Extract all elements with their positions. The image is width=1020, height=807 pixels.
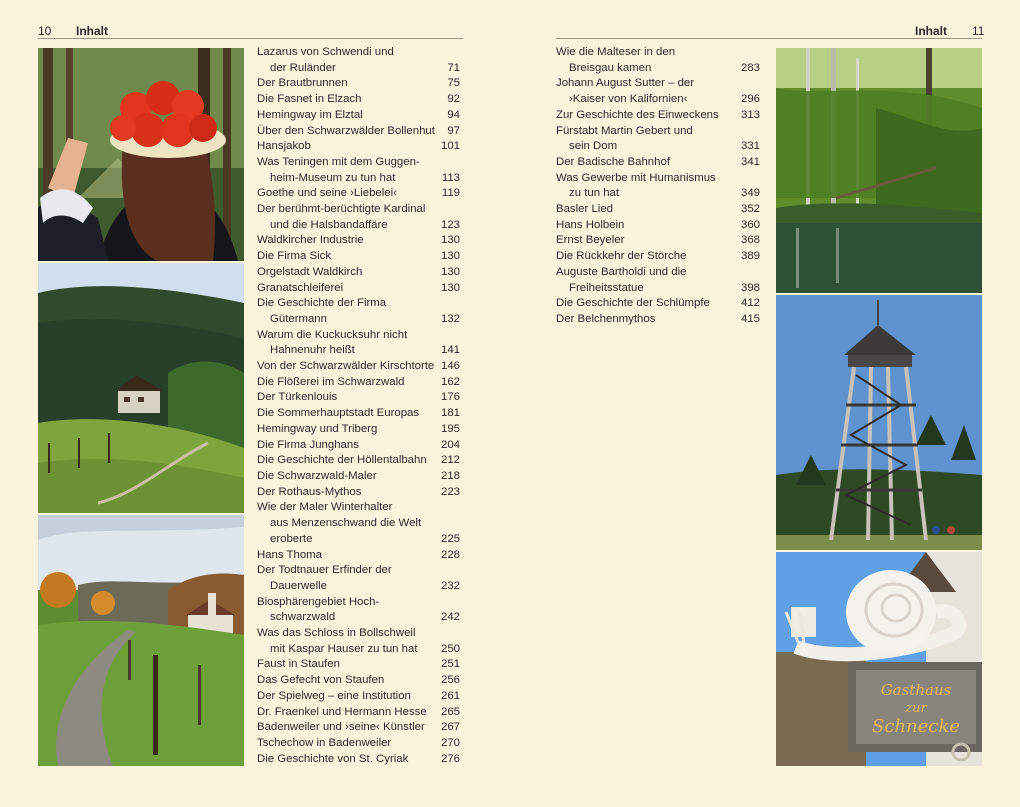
toc-entry-page: 232 bbox=[440, 579, 460, 592]
toc-entry-page: 389 bbox=[740, 250, 760, 263]
toc-entry-page: 398 bbox=[740, 281, 760, 294]
toc-entry-title: aus Menzenschwand die Welt bbox=[270, 517, 422, 530]
toc-entry bbox=[257, 249, 460, 265]
toc-entry-title: Über den Schwarzwälder Bollenhut bbox=[257, 124, 435, 137]
toc-entry bbox=[257, 406, 460, 422]
toc-entry-page: 341 bbox=[740, 155, 760, 168]
toc-entry bbox=[257, 359, 460, 375]
toc-entry-title: Der Spielweg – eine Institution bbox=[257, 689, 411, 702]
toc-entry bbox=[257, 532, 460, 548]
toc-entry bbox=[257, 579, 460, 595]
toc-entry bbox=[257, 76, 460, 92]
toc-entry-page: 181 bbox=[440, 407, 460, 420]
toc-entry-page bbox=[456, 296, 460, 312]
toc-entry bbox=[257, 752, 460, 768]
toc-entry-page: 296 bbox=[740, 93, 760, 106]
toc-entry-title: Die Flößerei im Schwarzwald bbox=[257, 375, 405, 388]
toc-entry bbox=[257, 485, 460, 501]
toc-entry bbox=[257, 610, 460, 626]
toc-entry-page bbox=[756, 45, 760, 61]
toc-entry-page: 256 bbox=[440, 674, 460, 687]
toc-entry-page: 368 bbox=[740, 234, 760, 247]
snail-sign-line3: Schnecke bbox=[872, 716, 960, 737]
toc-entry-title: eroberte bbox=[270, 532, 313, 545]
left-running-title: Inhalt bbox=[76, 24, 108, 38]
photo-black-forest-farmhouse bbox=[38, 263, 244, 513]
toc-entry-title: Hans Holbein bbox=[556, 218, 625, 231]
toc-entry-page: 212 bbox=[440, 454, 460, 467]
toc-entry-page: 113 bbox=[441, 171, 460, 184]
left-header-rule bbox=[38, 38, 463, 39]
toc-entry-title: Johann August Sutter – der bbox=[556, 77, 695, 90]
toc-entry-page: 218 bbox=[440, 469, 460, 482]
toc-entry-title: Die Firma Junghans bbox=[257, 438, 359, 451]
toc-entry-title: Wie der Maler Winterhalter bbox=[257, 501, 393, 514]
toc-entry bbox=[257, 657, 460, 673]
toc-entry-page: 132 bbox=[440, 312, 460, 325]
toc-entry-page: 141 bbox=[440, 344, 460, 357]
toc-entry bbox=[257, 343, 460, 359]
toc-entry-title: Der Badische Bahnhof bbox=[556, 155, 670, 168]
toc-entry-page bbox=[756, 76, 760, 92]
toc-entry bbox=[257, 281, 460, 297]
toc-entry-page: 130 bbox=[440, 265, 460, 278]
toc-entry-title: Faust in Staufen bbox=[257, 658, 340, 671]
toc-entry-page: 162 bbox=[440, 375, 460, 388]
toc-entry-page bbox=[456, 500, 460, 516]
toc-entry bbox=[556, 155, 760, 171]
toc-entry-title: heim-Museum zu tun hat bbox=[270, 171, 396, 184]
toc-entry-page: 92 bbox=[447, 93, 460, 106]
toc-entry bbox=[257, 422, 460, 438]
toc-entry-title: und die Halsbandaffäre bbox=[270, 218, 388, 231]
toc-entry bbox=[556, 139, 760, 155]
right-running-title: Inhalt bbox=[915, 24, 947, 38]
toc-entry bbox=[257, 736, 460, 752]
toc-entry-title: Goethe und seine ›Liebelei‹ bbox=[257, 187, 397, 200]
toc-entry-title: Dauerwelle bbox=[270, 579, 327, 592]
toc-entry-title: Orgelstadt Waldkirch bbox=[257, 265, 363, 278]
snail-sign-line2: zur bbox=[905, 701, 927, 716]
toc-entry-page: 130 bbox=[440, 281, 460, 294]
toc-entry bbox=[257, 689, 460, 705]
toc-entry-title: Die Geschichte der Höllentalbahn bbox=[257, 454, 427, 467]
toc-entry-title: Die Fasnet in Elzach bbox=[257, 93, 362, 106]
toc-entry-title: der Ruländer bbox=[270, 61, 336, 74]
toc-entry-title: Granatschleiferei bbox=[257, 281, 344, 294]
toc-entry-page: 251 bbox=[440, 658, 460, 671]
toc-entry bbox=[556, 265, 760, 281]
toc-entry-page: 412 bbox=[740, 297, 760, 310]
toc-entry-page: 415 bbox=[740, 312, 760, 325]
toc-entry-title: Breisgau kamen bbox=[569, 61, 652, 74]
toc-entry-title: Dr. Fraenkel und Hermann Hesse bbox=[257, 705, 427, 718]
toc-entry-page: 123 bbox=[440, 218, 460, 231]
toc-entry-page bbox=[756, 171, 760, 187]
toc-entry-title: Auguste Bartholdi und die bbox=[556, 265, 687, 278]
toc-entry-title: Von der Schwarzwälder Kirschtorte bbox=[257, 360, 435, 373]
toc-entry-title: Fürstabt Martin Gebert und bbox=[556, 124, 693, 137]
toc-entry-title: Waldkircher Industrie bbox=[257, 234, 364, 247]
toc-entry-page: 283 bbox=[740, 61, 760, 74]
toc-entry bbox=[257, 390, 460, 406]
toc-entry-title: Die Sommerhauptstadt Europas bbox=[257, 407, 420, 420]
toc-entry bbox=[257, 720, 460, 736]
toc-entry bbox=[257, 139, 460, 155]
toc-entry bbox=[257, 45, 460, 61]
toc-entry-title: schwarzwald bbox=[270, 611, 336, 624]
toc-entry-title: Das Gefecht von Staufen bbox=[257, 674, 385, 687]
toc-entry-page: 195 bbox=[440, 422, 460, 435]
left-table-of-contents bbox=[257, 45, 460, 767]
toc-entry bbox=[257, 469, 460, 485]
toc-entry-title: Freiheitsstatue bbox=[569, 281, 644, 294]
toc-entry-page: 71 bbox=[447, 61, 460, 74]
toc-entry-page: 276 bbox=[440, 752, 460, 765]
toc-entry-title: Hans Thoma bbox=[257, 548, 323, 561]
toc-entry-page: 94 bbox=[447, 108, 460, 121]
toc-entry bbox=[257, 642, 460, 658]
toc-entry bbox=[556, 218, 760, 234]
toc-entry bbox=[556, 61, 760, 77]
toc-entry-title: Die Geschichte von St. Cyriak bbox=[257, 752, 409, 765]
toc-entry-page: 313 bbox=[740, 108, 760, 121]
toc-entry-page: 130 bbox=[440, 234, 460, 247]
toc-entry-title: Der Türkenlouis bbox=[257, 391, 338, 404]
toc-entry-page: 101 bbox=[440, 140, 460, 153]
toc-entry-title: Der Rothaus-Mythos bbox=[257, 485, 362, 498]
toc-entry-title: Ernst Beyeler bbox=[556, 234, 625, 247]
toc-entry-page: 223 bbox=[440, 485, 460, 498]
toc-entry bbox=[556, 233, 760, 249]
toc-entry bbox=[556, 171, 760, 187]
toc-entry bbox=[257, 453, 460, 469]
toc-entry-title: Hansjakob bbox=[257, 140, 311, 153]
toc-entry bbox=[257, 438, 460, 454]
toc-entry bbox=[556, 92, 760, 108]
photo-lookout-tower bbox=[776, 295, 982, 550]
toc-entry bbox=[257, 92, 460, 108]
snail-sign-line1: Gasthaus bbox=[880, 681, 952, 699]
toc-entry bbox=[556, 249, 760, 265]
toc-entry bbox=[257, 186, 460, 202]
toc-entry-title: sein Dom bbox=[569, 140, 618, 153]
toc-entry-title: zu tun hat bbox=[569, 187, 620, 200]
toc-entry-title: Hemingway und Triberg bbox=[257, 422, 378, 435]
toc-entry-title: Der Brautbrunnen bbox=[257, 77, 348, 90]
photo-forest-pond bbox=[776, 48, 982, 293]
photo-bollenhut-woman bbox=[38, 48, 244, 261]
toc-entry bbox=[556, 202, 760, 218]
toc-entry-page: 331 bbox=[740, 140, 760, 153]
toc-entry-page bbox=[456, 563, 460, 579]
toc-entry bbox=[556, 296, 760, 312]
toc-entry-title: Der berühmt-berüchtigte Kardinal bbox=[257, 203, 426, 216]
toc-entry-page: 119 bbox=[441, 187, 460, 200]
toc-entry-title: Die Geschichte der Schlümpfe bbox=[556, 297, 710, 310]
toc-entry bbox=[257, 375, 460, 391]
toc-entry-page: 250 bbox=[440, 642, 460, 655]
toc-entry-title: Was Teningen mit dem Guggen- bbox=[257, 155, 420, 168]
toc-entry-page bbox=[456, 595, 460, 611]
toc-entry-page bbox=[456, 45, 460, 61]
photo-valley-path-monastery bbox=[38, 515, 244, 766]
toc-entry-page: 352 bbox=[740, 203, 760, 216]
toc-entry-page: 75 bbox=[447, 77, 460, 90]
left-page-number: 10 bbox=[38, 24, 52, 38]
toc-entry-title: Was Gewerbe mit Humanismus bbox=[556, 171, 716, 184]
toc-entry bbox=[257, 516, 460, 532]
toc-entry bbox=[556, 108, 760, 124]
toc-entry bbox=[257, 328, 460, 344]
toc-entry-title: Der Todtnauer Erfinder der bbox=[257, 564, 392, 577]
toc-entry bbox=[257, 626, 460, 642]
toc-entry bbox=[257, 563, 460, 579]
toc-entry-page: 130 bbox=[440, 250, 460, 263]
toc-entry bbox=[257, 705, 460, 721]
toc-entry-page bbox=[456, 328, 460, 344]
toc-entry-title: Hahnenuhr heißt bbox=[270, 344, 355, 357]
toc-entry-title: Tschechow in Badenweiler bbox=[257, 736, 392, 749]
toc-entry-title: Lazarus von Schwendi und bbox=[257, 46, 394, 58]
toc-entry bbox=[556, 186, 760, 202]
toc-entry bbox=[556, 312, 760, 328]
toc-entry bbox=[257, 673, 460, 689]
toc-entry-page: 261 bbox=[440, 689, 460, 702]
right-header-rule bbox=[556, 38, 982, 39]
toc-entry-title: Der Belchenmythos bbox=[556, 312, 656, 325]
toc-entry bbox=[257, 500, 460, 516]
toc-entry bbox=[257, 202, 460, 218]
toc-entry-title: ›Kaiser von Kalifornien‹ bbox=[569, 93, 688, 106]
toc-entry bbox=[257, 296, 460, 312]
toc-entry-page bbox=[456, 202, 460, 218]
toc-entry-page: 242 bbox=[440, 611, 460, 624]
toc-entry-page: 176 bbox=[440, 391, 460, 404]
toc-entry-title: Zur Geschichte des Einweckens bbox=[556, 108, 719, 121]
toc-entry bbox=[257, 171, 460, 187]
toc-entry bbox=[257, 312, 460, 328]
toc-entry bbox=[257, 595, 460, 611]
toc-entry bbox=[257, 108, 460, 124]
toc-entry-page: 225 bbox=[440, 532, 460, 545]
toc-entry bbox=[556, 76, 760, 92]
toc-entry-title: Die Rückkehr der Störche bbox=[556, 250, 687, 263]
toc-entry bbox=[556, 124, 760, 140]
toc-entry-title: Die Firma Sick bbox=[257, 250, 332, 263]
toc-entry-title: mit Kaspar Hauser zu tun hat bbox=[270, 642, 418, 655]
toc-entry bbox=[257, 124, 460, 140]
toc-entry-page: 267 bbox=[440, 721, 460, 734]
toc-entry bbox=[556, 45, 760, 61]
toc-entry-page: 228 bbox=[440, 548, 460, 561]
toc-entry-page: 97 bbox=[447, 124, 460, 137]
photo-snail-sign bbox=[776, 552, 982, 766]
toc-entry-title: Gütermann bbox=[270, 312, 327, 325]
toc-entry bbox=[556, 281, 760, 297]
toc-entry-title: Die Schwarzwald-Maler bbox=[257, 469, 377, 482]
toc-entry-page bbox=[456, 626, 460, 642]
toc-entry-title: Hemingway im Elztal bbox=[257, 108, 363, 121]
toc-entry-title: Basler Lied bbox=[556, 203, 613, 216]
toc-entry-page bbox=[756, 265, 760, 281]
toc-entry bbox=[257, 155, 460, 171]
toc-entry bbox=[257, 233, 460, 249]
toc-entry-page bbox=[456, 516, 460, 532]
right-table-of-contents bbox=[556, 45, 760, 328]
toc-entry-page: 265 bbox=[440, 705, 460, 718]
toc-entry bbox=[257, 61, 460, 77]
toc-entry-page: 349 bbox=[740, 187, 760, 200]
toc-entry-page: 146 bbox=[440, 360, 460, 373]
toc-entry-title: Wie die Malteser in den bbox=[556, 46, 676, 58]
toc-entry-title: Warum die Kuckucksuhr nicht bbox=[257, 328, 408, 341]
toc-entry bbox=[257, 265, 460, 281]
toc-entry bbox=[257, 218, 460, 234]
toc-entry bbox=[257, 548, 460, 564]
toc-entry-title: Was das Schloss in Bollschweil bbox=[257, 627, 416, 640]
toc-entry-page: 360 bbox=[740, 218, 760, 231]
right-page-number: 11 bbox=[972, 24, 985, 38]
toc-entry-page bbox=[756, 124, 760, 140]
toc-entry-page: 204 bbox=[440, 438, 460, 451]
toc-entry-title: Biosphärengebiet Hoch- bbox=[257, 595, 380, 608]
toc-entry-title: Die Geschichte der Firma bbox=[257, 297, 387, 310]
toc-entry-page: 270 bbox=[440, 736, 460, 749]
toc-entry-title: Badenweiler und ›seine‹ Künstler bbox=[257, 721, 425, 734]
toc-entry-page bbox=[456, 155, 460, 171]
